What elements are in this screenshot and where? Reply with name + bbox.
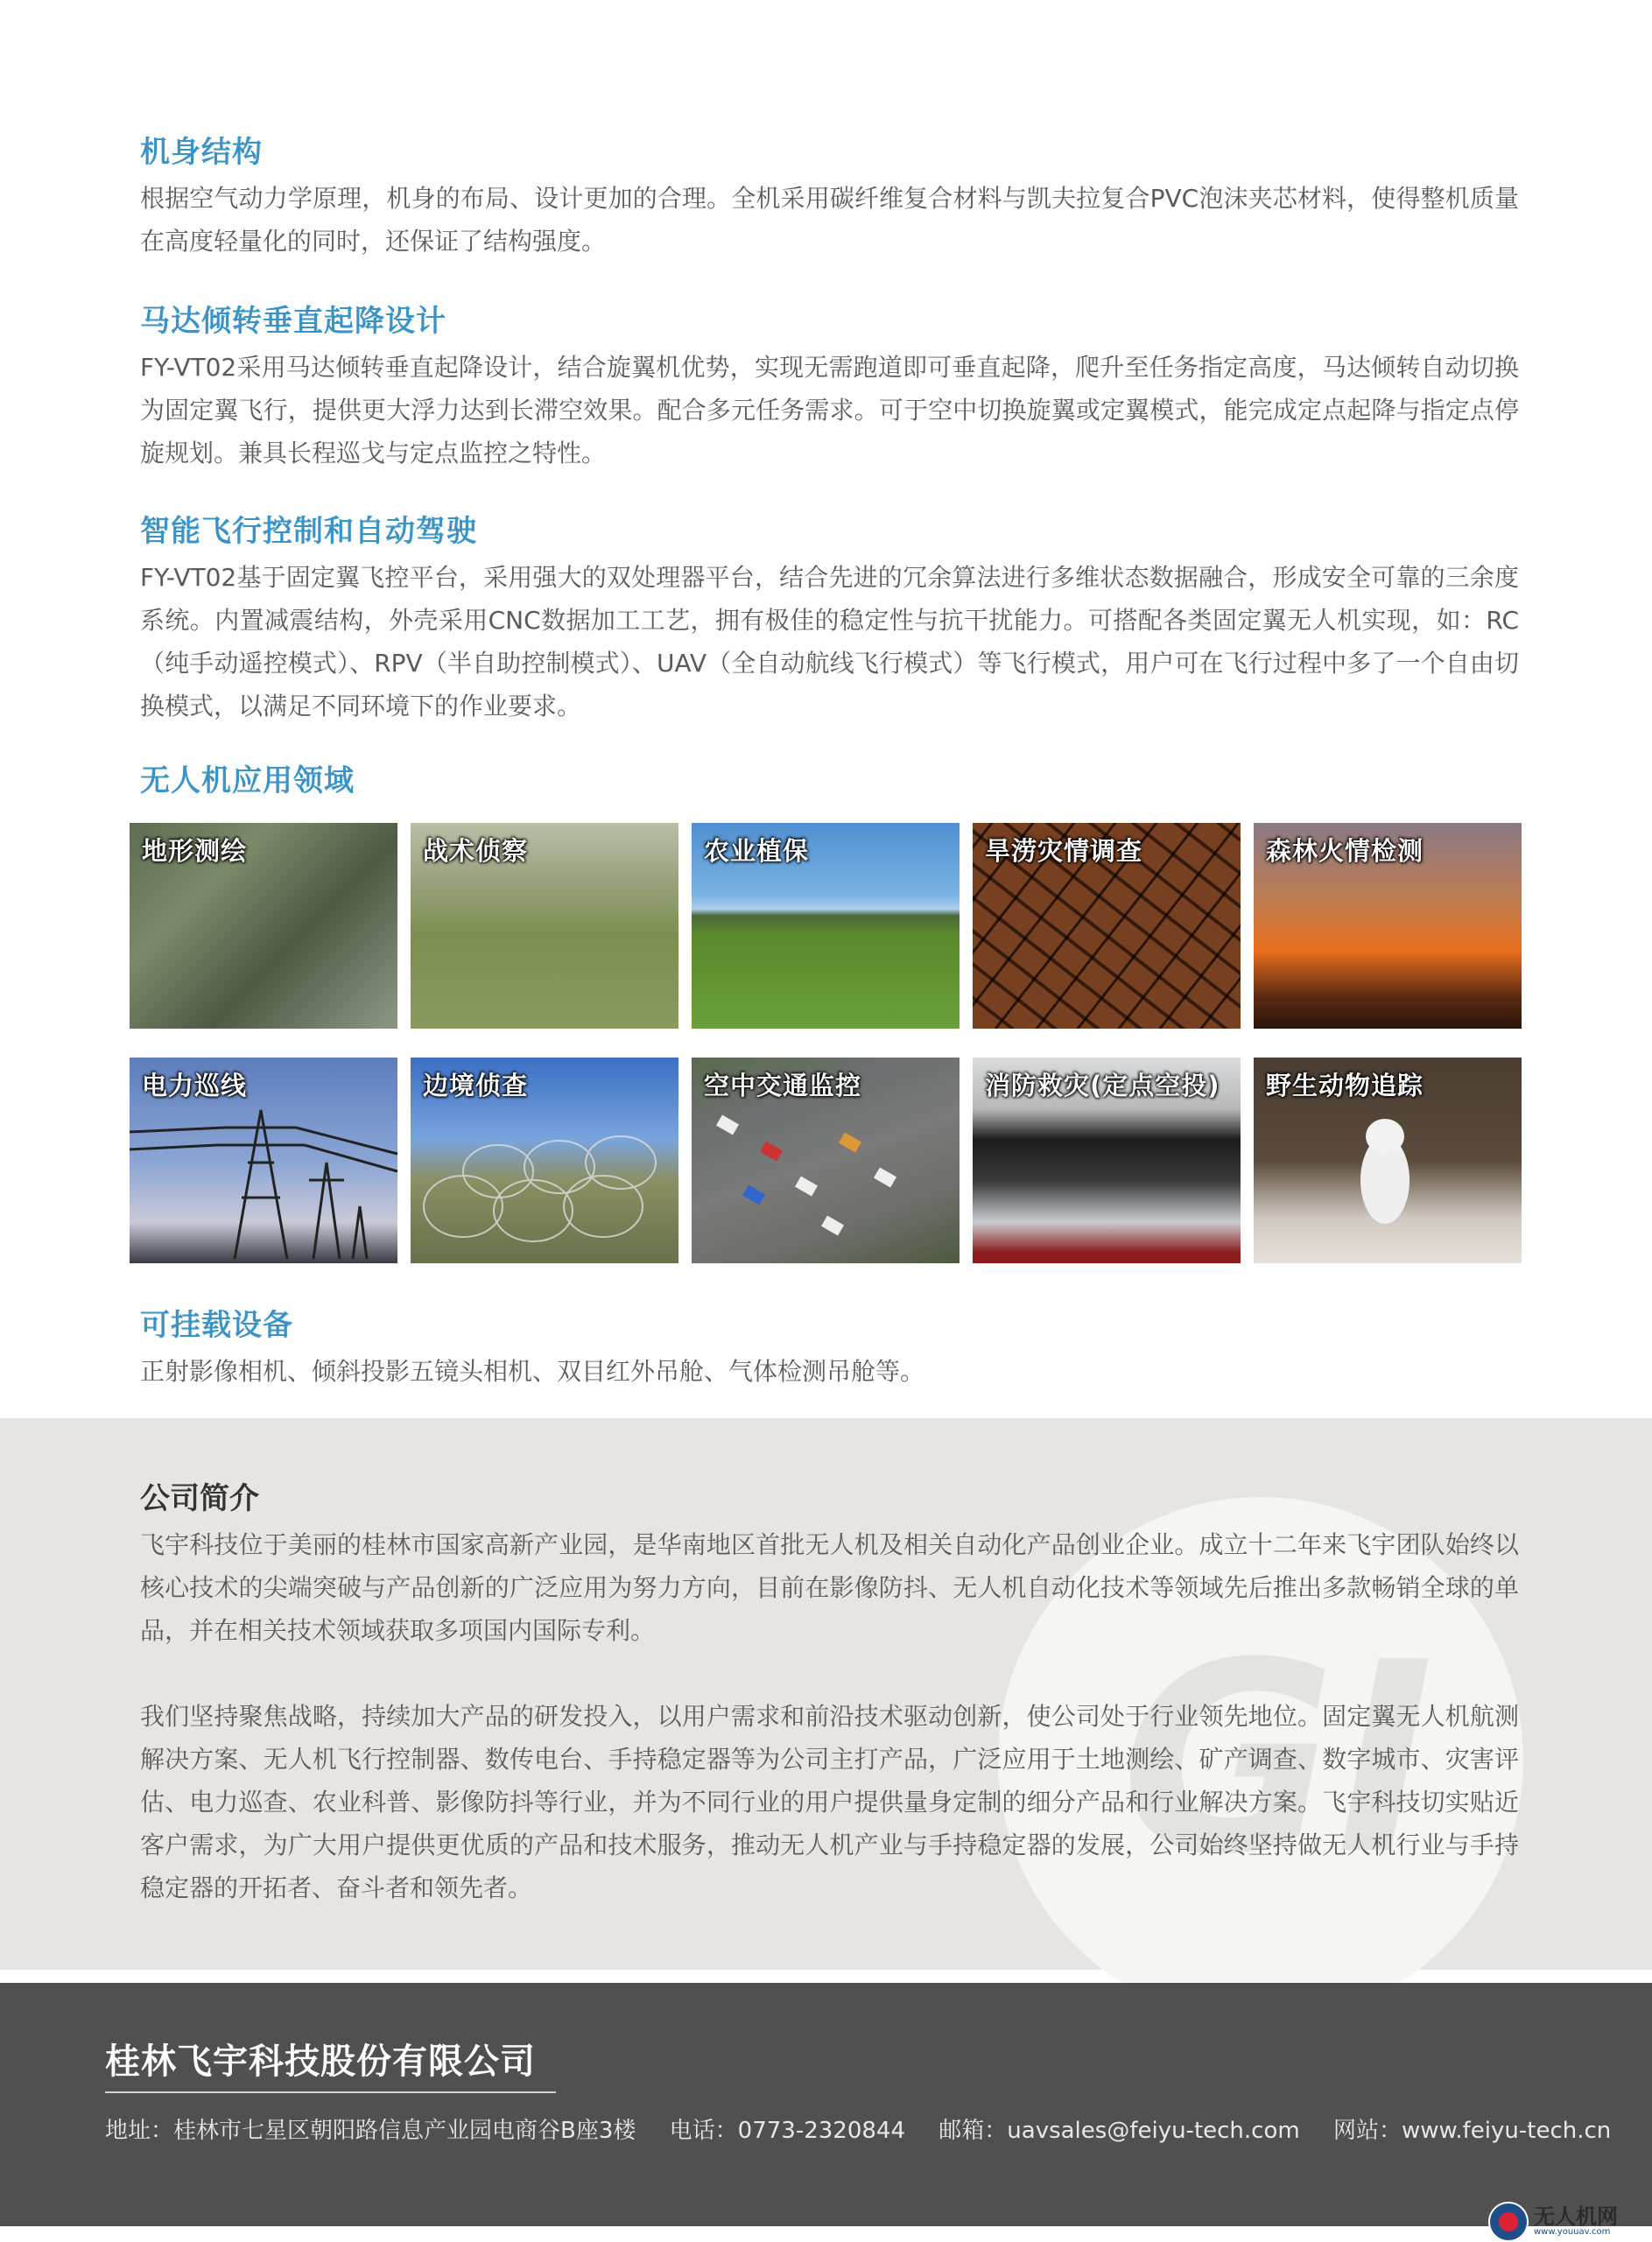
tile-label: 消防救灾(定点空投) xyxy=(985,1071,1220,1100)
footer-company-name: 桂林飞宇科技股份有限公司 xyxy=(105,2042,536,2082)
company-profile xyxy=(140,1479,1519,1912)
application-tile-agriculture xyxy=(692,823,960,1029)
watermark-logo-icon xyxy=(1488,2202,1529,2242)
footer-divider xyxy=(105,2091,556,2093)
section-text: FY-VT02基于固定翼飞控平台，采用强大的双处理器平台，结合先进的冗余算法进行多维状态数据融合，形成安全可靠的三余度系统。内置减震结构，外壳采用CNC数据加工工艺，拥有极佳的稳定性与抗干扰能力。可搭配各类固定翼无人机实现，如：RC（纯手动遥控模式）、RPV（半自助控制模式）、UAV（全自动航线飞行模式）等飞行模式，用户可在飞行过程中多了一个自由切换模式，以满足不同环境下的作业要求。 xyxy=(140,563,1519,720)
section-title: 智能飞行控制和自动驾驶 xyxy=(140,514,477,549)
application-tile-border xyxy=(411,1058,678,1263)
footer-phone: 电话：0773-2320844 xyxy=(669,2118,906,2144)
section-applications xyxy=(140,762,1519,800)
application-tile-power-line xyxy=(130,1058,397,1263)
application-row xyxy=(130,1058,1522,1263)
footer-address: 地址：桂林市七星区朝阳路信息产业园电商谷B座3楼 xyxy=(105,2118,636,2144)
section-title: 马达倾转垂直起降设计 xyxy=(140,304,446,339)
tile-label: 边境侦查 xyxy=(423,1071,529,1100)
application-tile-recon xyxy=(411,823,678,1029)
tile-label: 地形测绘 xyxy=(142,836,248,866)
company-paragraph: 飞宇科技位于美丽的桂林市国家高新产业园，是华南地区首批无人机及相关自动化产品创业企业。成立十二年来飞宇团队始终以核心技术的尖端突破与产品创新的广泛应用为努力方向，目前在影像防抖、无人机自动化技术等领域先后推出多款畅销全球的单品，并在相关技术领域获取多项国内国际专利。 xyxy=(140,1530,1519,1645)
footer-contact xyxy=(105,2112,1637,2145)
tile-label: 森林火情检测 xyxy=(1266,836,1424,866)
application-tile-mapping xyxy=(130,823,397,1029)
section-title: 可挂载设备 xyxy=(140,1308,293,1343)
section-title: 无人机应用领域 xyxy=(140,763,355,798)
application-tile-disaster xyxy=(973,823,1241,1029)
watermark-url: www.youuav.com xyxy=(1534,2227,1611,2237)
footer xyxy=(0,1983,1652,2229)
company-paragraph: 我们坚持聚焦战略，持续加大产品的研发投入，以用户需求和前沿技术驱动创新，使公司处于行业领先地位。固定翼无人机航测解决方案、无人机飞行控制器、数传电台、手持稳定器等为公司主打产品，广泛应用于土地测绘、矿产调查、数字城市、灾害评估、电力巡查、农业科普、影像防抖等行业，并为不同行业的用户提供量身定制的细分产品和行业解决方案。飞宇科技切实贴近客户需求，为广大用户提供更优质的产品和技术服务，推动无人机产业与手持稳定器的发展，公司始终坚持做无人机行业与手持稳定器的开拓者、奋斗者和领先者。 xyxy=(140,1702,1519,1902)
application-row xyxy=(130,823,1522,1029)
section-title: 机身结构 xyxy=(140,135,263,170)
application-tile-traffic xyxy=(692,1058,960,1263)
tile-label: 电力巡线 xyxy=(142,1071,248,1100)
section-flight-control xyxy=(140,512,1519,727)
application-grid xyxy=(130,823,1522,1292)
tile-label: 空中交通监控 xyxy=(704,1071,862,1100)
company-title: 公司简介 xyxy=(140,1481,259,1516)
tile-label: 农业植保 xyxy=(704,836,810,866)
application-tile-forest-fire xyxy=(1254,823,1522,1029)
watermark-name: 无人机网 xyxy=(1534,2204,1618,2229)
tile-label: 野生动物追踪 xyxy=(1266,1071,1424,1100)
feiyu-logo-icon: GI xyxy=(1121,1606,1434,1912)
section-vtol xyxy=(140,302,1519,474)
tile-label: 旱涝灾情调查 xyxy=(985,836,1143,866)
section-payload xyxy=(140,1306,1519,1393)
section-body-structure xyxy=(140,133,1519,263)
tile-label: 战术侦察 xyxy=(423,836,529,866)
section-text: 正射影像相机、倾斜投影五镜头相机、双目红外吊舱、气体检测吊舱等。 xyxy=(140,1357,925,1386)
footer-email[interactable]: 邮箱：uavsales@feiyu-tech.com xyxy=(938,2118,1300,2144)
section-text: 根据空气动力学原理，机身的布局、设计更加的合理。全机采用碳纤维复合材料与凯夫拉复合PVC泡沫夹芯材料，使得整机质量在高度轻量化的同时，还保证了结构强度。 xyxy=(140,184,1519,256)
application-tile-wildlife xyxy=(1254,1058,1522,1263)
watermark xyxy=(1488,2202,1618,2242)
footer-website[interactable]: 网站：www.feiyu-tech.cn xyxy=(1332,2118,1612,2144)
section-text: FY-VT02采用马达倾转垂直起降设计，结合旋翼机优势，实现无需跑道即可垂直起降，爬升至任务指定高度，马达倾转自动切换为固定翼飞行，提供更大浮力达到长滞空效果。配合多元任务需求。可于空中切换旋翼或定翼模式，能完成定点起降与指定点停旋规划。兼具长程巡戈与定点监控之特性。 xyxy=(140,353,1519,467)
application-tile-firefighting xyxy=(973,1058,1241,1263)
